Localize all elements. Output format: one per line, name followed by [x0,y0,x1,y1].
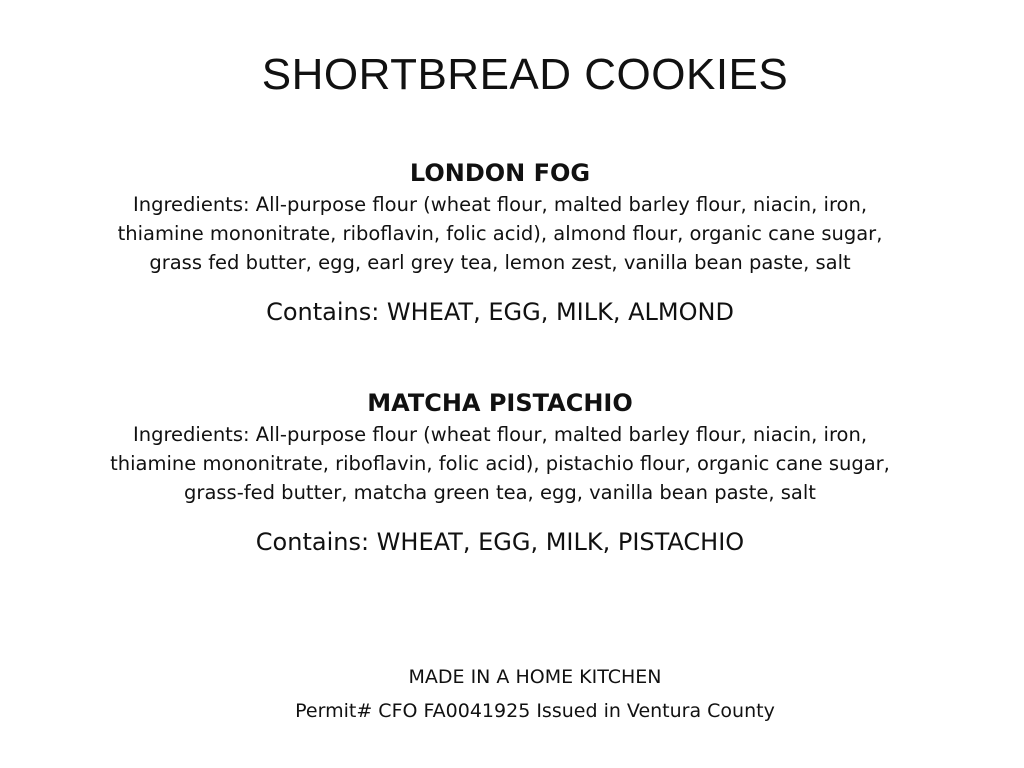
ingredients-line: Ingredients: All-purpose flour (wheat flour, malted barley flour, niacin, iron, [132,423,868,446]
permit-notice: Permit# CFO FA0041925 Issued in Ventura County [295,700,775,722]
ingredients-line: thiamine mononitrate, riboflavin, folic acid), almond flour, organic cane sugar, [117,222,883,245]
ingredients-line: Ingredients: All-purpose flour (wheat flour, malted barley flour, niacin, iron, [132,193,868,216]
home-kitchen-notice: MADE IN A HOME KITCHEN [408,666,662,688]
section-name-london-fog: LONDON FOG [409,159,591,187]
ingredients-london-fog [0,190,1000,277]
ingredients-line: grass fed butter, egg, earl grey tea, lemon zest, vanilla bean paste, salt [149,251,851,274]
ingredients-line: grass-fed butter, matcha green tea, egg, vanilla bean paste, salt [184,481,816,504]
section-name-matcha-pistachio: MATCHA PISTACHIO [367,389,633,417]
london-fog-section [0,156,1000,327]
matcha-pistachio-section [0,386,1000,557]
allergens-matcha-pistachio: Contains: WHEAT, EGG, MILK, PISTACHIO [255,528,745,556]
page-title: SHORTBREAD COOKIES [261,50,789,99]
ingredients-matcha-pistachio [0,420,1000,507]
allergens-london-fog: Contains: WHEAT, EGG, MILK, ALMOND [266,298,734,326]
footer [0,660,1024,728]
ingredients-line: thiamine mononitrate, riboflavin, folic acid), pistachio flour, organic cane sugar, [110,452,890,475]
